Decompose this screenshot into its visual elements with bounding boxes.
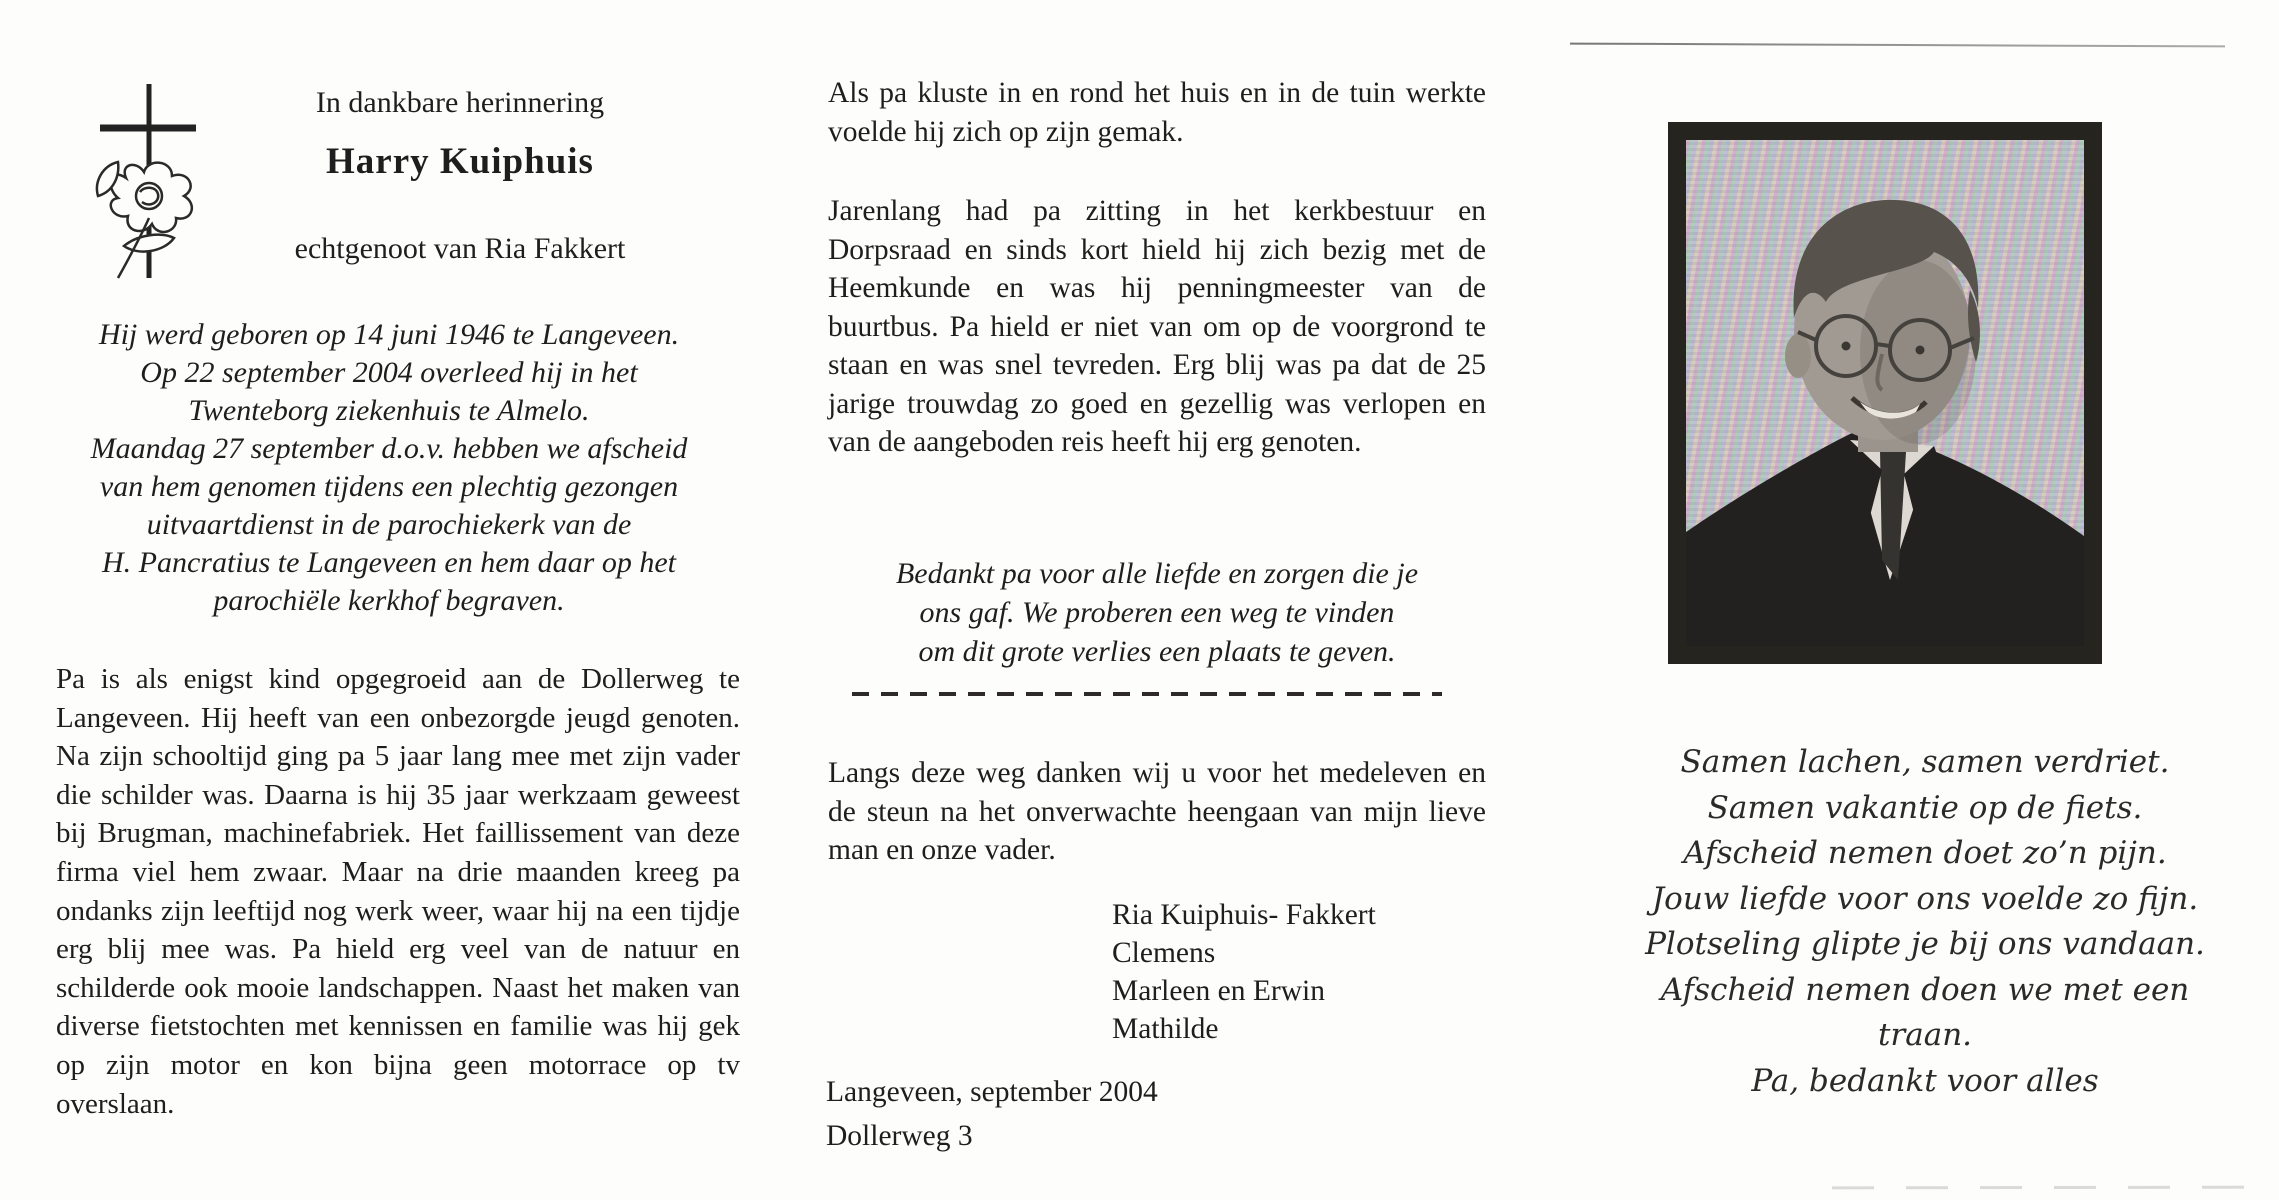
address-line: Dollerweg 3 bbox=[826, 1120, 973, 1152]
life-dates-line: parochiële kerkhof begraven. bbox=[213, 584, 565, 617]
family-name: Ria Kuiphuis- Fakkert bbox=[1112, 899, 1376, 931]
life-dates-line: uitvaartdienst in de parochiekerk van de bbox=[146, 508, 632, 541]
poem-line: Pa, bedankt voor alles bbox=[1751, 1062, 2099, 1099]
life-dates-block bbox=[36, 316, 742, 620]
ear bbox=[1785, 334, 1811, 378]
poem-line: Afscheid nemen doen we met een traan. bbox=[1660, 971, 2190, 1053]
spouse-line: echtgenoot van Ria Fakkert bbox=[294, 232, 626, 265]
thanks-line: ons gaf. We proberen een weg te vinden bbox=[919, 596, 1395, 629]
life-dates-line: Maandag 27 september d.o.v. hebben we afscheid bbox=[90, 432, 688, 465]
poem-line: Samen vakantie op de fiets. bbox=[1707, 789, 2143, 826]
memorial-line: In dankbare herinnering bbox=[315, 86, 605, 119]
community-paragraph: Jarenlang had pa zitting in het kerkbestuur en Dorpsraad en sinds kort hield hij zich bezig met de Heemkunde en was hij penningmeester van de buurtbus. Pa hield er niet van om op de voorgrond te staan en was snel tevreden. Erg blij was pa dat de 25 jarige trouwdag zo goed en gezellig was verlopen en van de aangeboden reis heeft hij erg genoten. bbox=[828, 195, 1486, 458]
eye-left bbox=[1842, 342, 1851, 351]
portrait-photo bbox=[1668, 122, 2102, 664]
life-dates-line: H. Pancratius te Langeveen en hem daar op het bbox=[101, 546, 677, 579]
family-name: Clemens bbox=[1112, 937, 1216, 969]
family-name: Marleen en Erwin bbox=[1112, 975, 1325, 1007]
hobby-paragraph: Als pa kluste in en rond het huis en in de tuin werkte voelde hij zich op zijn gemak. bbox=[828, 77, 1486, 148]
condolence-paragraph: Langs deze weg danken wij u voor het medeleven en de steun na het onverwachte heengaan van mijn lieve man en onze vader. bbox=[828, 757, 1486, 866]
scan-line-top bbox=[1570, 43, 2225, 48]
thanks-block bbox=[828, 554, 1486, 671]
poem-line: Afscheid nemen doet zo’n pijn. bbox=[1683, 835, 2167, 871]
rose bbox=[97, 162, 192, 278]
poem-line: Plotseling glipte je bij ons vandaan. bbox=[1645, 926, 2205, 962]
portrait-man-illustration bbox=[1686, 140, 2084, 646]
scan-line-bottom bbox=[1832, 1186, 2274, 1190]
place-date-line: Langeveen, september 2004 bbox=[826, 1076, 1158, 1108]
deceased-name: Harry Kuiphuis bbox=[326, 141, 594, 182]
life-dates-line: Op 22 september 2004 overleed hij in het bbox=[140, 356, 638, 389]
life-dates-line: Hij werd geboren op 14 juni 1946 te Langeveen. bbox=[98, 318, 680, 351]
poem-line: Jouw liefde voor ons voelde zo fijn. bbox=[1651, 880, 2199, 917]
biography-paragraph: Pa is als enigst kind opgegroeid aan de Dollerweg te Langeveen. Hij heeft van een onbezorgde jeugd genoten. Na zijn schooltijd ging pa 5 jaar lang mee met zijn vader die schilder was. Daarna is hij 35 jaar werkzaam geweest bij Brugman, machinefabriek. Het faillissement van deze firma viel hem zwaar. Maar na drie maanden kreeg pa ondanks zijn leeftijd nog werk weer, waar hij na een tijdje erg blij mee was. Pa hield erg veel van de natuur en schilderde ook mooie landschappen. Naast het maken van diverse fietstochten met kennissen en familie was hij gek op zijn motor en kon bijna geen motorrace op tv overslaan. bbox=[56, 663, 740, 1120]
eye-right bbox=[1916, 346, 1925, 355]
dashed-divider bbox=[852, 692, 1442, 696]
poem-line: Samen lachen, samen verdriet. bbox=[1680, 744, 2170, 780]
poem-block bbox=[1625, 740, 2225, 1104]
thanks-line: om dit grote verlies een plaats te geven. bbox=[918, 635, 1396, 668]
life-dates-line: Twenteborg ziekenhuis te Almelo. bbox=[188, 394, 590, 427]
family-names-block bbox=[1112, 896, 1376, 1048]
life-dates-line: van hem genomen tijdens een plechtig gezongen bbox=[99, 470, 679, 503]
thanks-line: Bedankt pa voor alle liefde en zorgen die je bbox=[895, 557, 1419, 590]
family-name: Mathilde bbox=[1112, 1013, 1219, 1045]
